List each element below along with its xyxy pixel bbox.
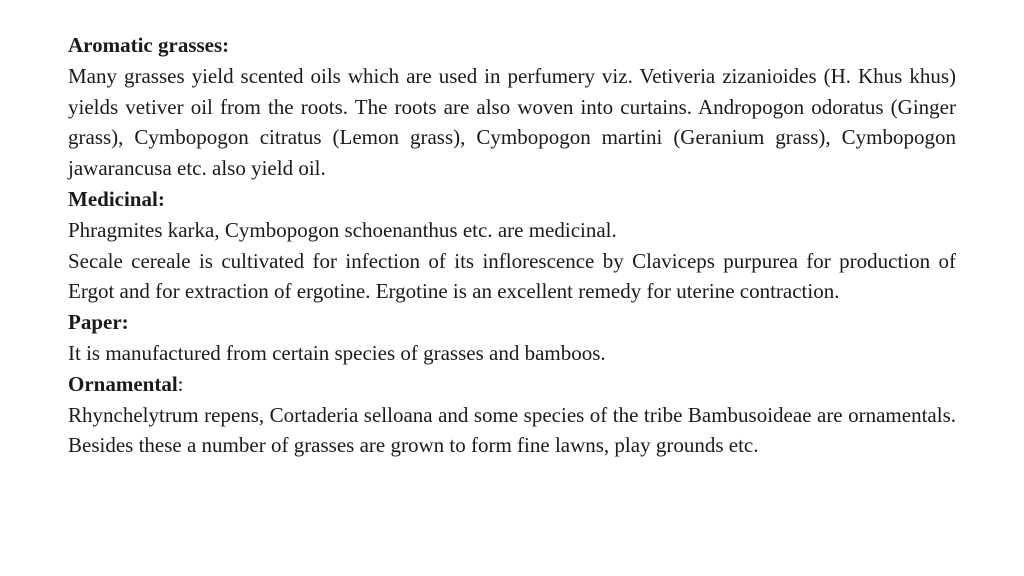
section-medicinal — [68, 184, 956, 307]
paragraph-medicinal-2: Secale cereale is cultivated for infection of its inflorescence by Claviceps purpurea for production of Ergot and for extraction of ergotine. Ergotine is an excellent remedy for uterine contraction. — [68, 248, 956, 304]
heading-ornamental: Ornamental — [68, 371, 178, 396]
heading-paper: Paper: — [68, 310, 129, 335]
paragraph-aromatic: Many grasses yield scented oils which are used in perfumery viz. Vetiveria zizanioides (H. Khus khus) yields vetiver oil from the roots. The roots are also woven into curtains. Andropogon odoratus (Ginger grass), Cymbopogon citratus (Lemon grass), Cymbopogon martini (Geranium grass), Cymbopogon jawarancusa etc. also yield oil. — [68, 63, 956, 181]
heading-aromatic-grasses: Aromatic grasses: — [68, 33, 230, 57]
section-aromatic — [68, 30, 956, 184]
heading-medicinal: Medicinal: — [68, 186, 165, 211]
paragraph-ornamental: Rhynchelytrum repens, Cortaderia selloana and some species of the tribe Bambusoideae are ornamentals. Besides these a number of grasses are grown to form fine lawns, play grounds etc. — [68, 402, 956, 458]
heading-ornamental-line — [68, 369, 956, 400]
heading-ornamental-colon: : — [177, 371, 184, 396]
section-paper — [68, 307, 956, 369]
paragraph-medicinal-1: Phragmites karka, Cymbopogon schoenanthus etc. are medicinal. — [68, 217, 617, 242]
paragraph-paper: It is manufactured from certain species of grasses and bamboos. — [68, 340, 606, 365]
section-ornamental — [68, 369, 956, 461]
